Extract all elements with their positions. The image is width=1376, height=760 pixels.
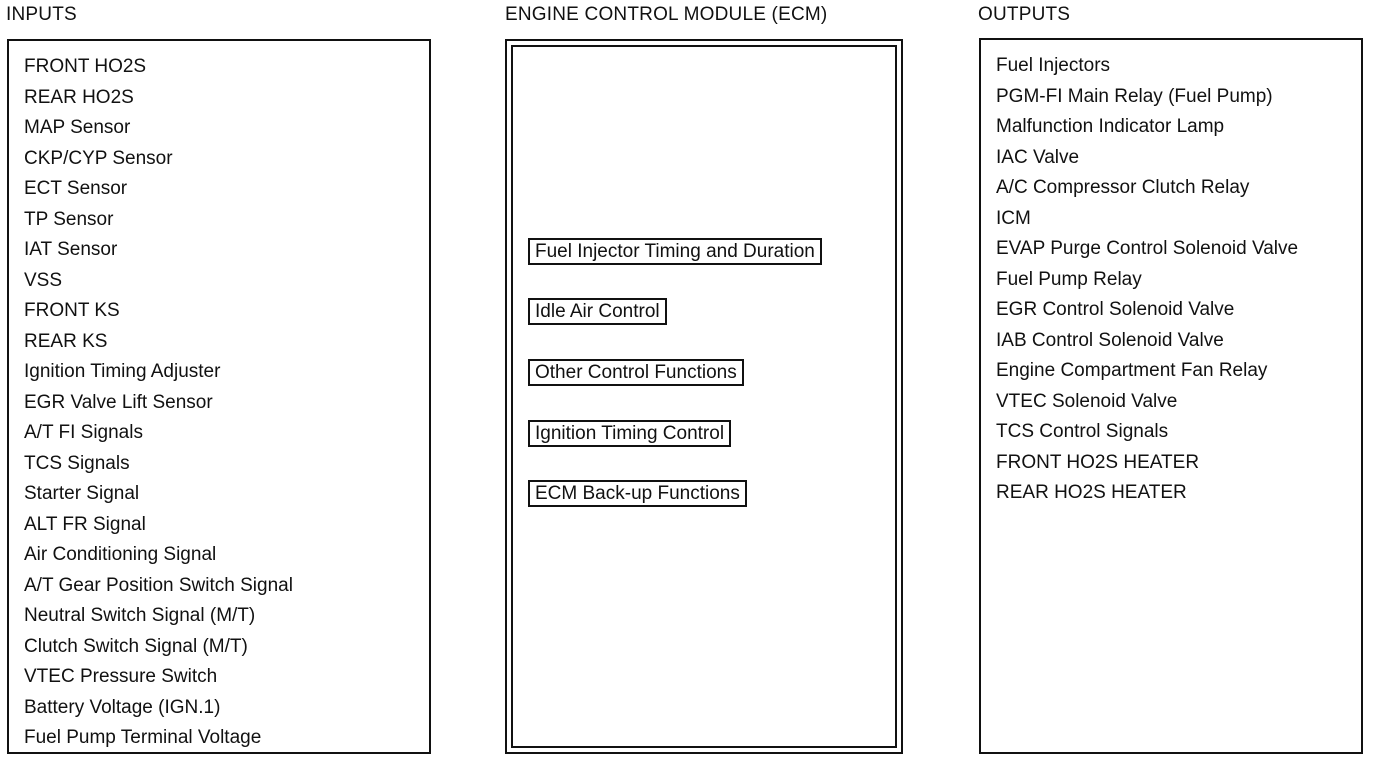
input-item: IAT Sensor — [24, 239, 118, 260]
input-item: A/T FI Signals — [24, 422, 143, 443]
output-item: EVAP Purge Control Solenoid Valve — [996, 238, 1299, 259]
input-item: ALT FR Signal — [24, 513, 146, 535]
input-item: EGR Valve Lift Sensor — [24, 391, 213, 413]
input-item: ECT Sensor — [24, 178, 128, 199]
inputs-title: INPUTS — [6, 4, 77, 25]
ecm-function-backup: ECM Back-up Functions — [528, 480, 747, 507]
outputs-panel — [979, 38, 1363, 754]
output-item: IAB Control Solenoid Valve — [996, 329, 1224, 351]
output-item: Fuel Pump Relay — [996, 268, 1142, 290]
input-item: VTEC Pressure Switch — [24, 666, 218, 687]
input-item: REAR HO2S — [24, 86, 134, 108]
ecm-function-ignition-timing: Ignition Timing Control — [528, 420, 731, 447]
input-item: TP Sensor — [24, 208, 114, 230]
inputs-list — [24, 52, 293, 754]
input-item: Battery Voltage (IGN.1) — [24, 696, 221, 718]
output-item: EGR Control Solenoid Valve — [996, 299, 1235, 320]
input-item: FRONT HO2S — [24, 56, 147, 77]
output-item: IAC Valve — [996, 146, 1080, 168]
input-item: A/T Gear Position Switch Signal — [24, 574, 293, 596]
ecm-panel — [505, 39, 903, 754]
ecm-function-idle-air-control: Idle Air Control — [528, 298, 667, 325]
ecm-function-fuel-injector-timing: Fuel Injector Timing and Duration — [528, 238, 822, 265]
input-item: TCS Signals — [24, 452, 130, 474]
input-item: MAP Sensor — [24, 117, 131, 138]
ecm-title: ENGINE CONTROL MODULE (ECM) — [505, 4, 828, 25]
input-item: Ignition Timing Adjuster — [24, 361, 221, 382]
output-item: Malfunction Indicator Lamp — [996, 116, 1225, 137]
output-item: PGM-FI Main Relay (Fuel Pump) — [996, 85, 1273, 107]
input-item: Fuel Pump Terminal Voltage — [24, 727, 262, 748]
output-item: FRONT HO2S HEATER — [996, 451, 1200, 473]
input-item: Clutch Switch Signal (M/T) — [24, 635, 248, 657]
input-item: VSS — [24, 269, 63, 291]
input-item: Starter Signal — [24, 483, 140, 504]
ecm-function-other-control: Other Control Functions — [528, 359, 744, 386]
output-item: ICM — [996, 207, 1031, 229]
input-item: FRONT KS — [24, 300, 120, 321]
outputs-list — [996, 51, 1298, 509]
input-item: REAR KS — [24, 330, 108, 352]
output-item: Engine Compartment Fan Relay — [996, 360, 1268, 381]
inputs-panel — [7, 39, 431, 754]
output-item: REAR HO2S HEATER — [996, 482, 1187, 503]
input-item: Neutral Switch Signal (M/T) — [24, 605, 256, 626]
ecm-inner-frame — [511, 45, 897, 748]
output-item: VTEC Solenoid Valve — [996, 390, 1178, 412]
input-item: CKP/CYP Sensor — [24, 147, 173, 169]
input-item: Air Conditioning Signal — [24, 544, 217, 565]
output-item: A/C Compressor Clutch Relay — [996, 177, 1250, 198]
outputs-title: OUTPUTS — [978, 4, 1071, 25]
output-item: TCS Control Signals — [996, 421, 1169, 442]
output-item: Fuel Injectors — [996, 55, 1111, 76]
